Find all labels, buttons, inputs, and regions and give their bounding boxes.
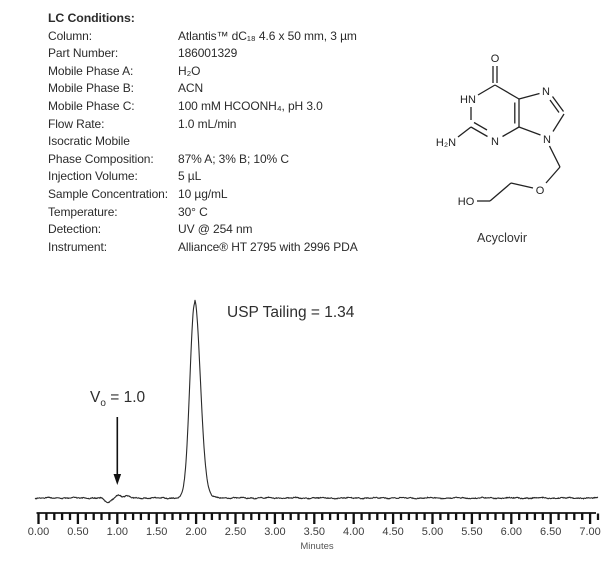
condition-label: Mobile Phase C: (48, 98, 135, 113)
x-tick-label: 3.50 (303, 526, 326, 538)
condition-row (48, 80, 413, 98)
hn-label: HN (460, 94, 476, 106)
x-tick-label: 7.00 (579, 526, 601, 538)
x-tick-label: 6.00 (500, 526, 523, 538)
void-volume-annotation (90, 389, 145, 409)
condition-label: Isocratic Mobile (48, 134, 130, 149)
condition-label: Sample Concentration: (48, 186, 168, 201)
condition-value: 30° C (178, 204, 208, 219)
condition-label: Instrument: (48, 239, 107, 254)
condition-value: UV @ 254 nm (178, 222, 253, 237)
condition-value: 186001329 (178, 46, 238, 61)
x-tick-label: 5.00 (421, 526, 444, 538)
condition-label: Mobile Phase A: (48, 63, 134, 78)
x-tick-label: 6.50 (539, 526, 562, 538)
x-tick-label: 4.50 (382, 526, 404, 538)
acyclovir-structure (403, 22, 603, 252)
x-tick-label: 0.00 (27, 526, 50, 538)
condition-value: 5 µL (178, 169, 202, 184)
lc-conditions-table (48, 28, 413, 257)
condition-value: Alliance® HT 2795 with 2996 PDA (178, 239, 358, 254)
void-volume-arrowhead (114, 474, 122, 485)
condition-row (48, 221, 413, 239)
x-tick-label: 2.50 (224, 526, 247, 538)
ether-o-label: O (535, 185, 545, 197)
n7-label: N (542, 86, 550, 98)
condition-row (48, 133, 413, 151)
carbonyl-o-label: O (490, 53, 500, 65)
condition-row (48, 116, 413, 134)
condition-row (48, 204, 413, 222)
x-tick-label: 3.00 (264, 526, 286, 538)
condition-label: Mobile Phase B: (48, 81, 134, 96)
structure-caption: Acyclovir (476, 231, 528, 245)
x-tick-label: 1.50 (145, 526, 168, 538)
condition-row (48, 151, 413, 169)
void-volume-subscript: o (100, 398, 106, 410)
condition-row (48, 239, 413, 257)
lc-conditions-title: LC Conditions: (48, 11, 135, 25)
void-volume-symbol: V (90, 389, 101, 406)
lc-conditions-section (48, 10, 413, 256)
condition-row (48, 63, 413, 81)
x-tick-label: 0.50 (67, 526, 89, 538)
ho-label: HO (457, 196, 475, 208)
x-tick-label: 2.00 (185, 526, 207, 538)
condition-value: Atlantis™ dC₁₈ 4.6 x 50 mm, 3 µm (178, 28, 357, 43)
condition-label: Detection: (48, 222, 102, 237)
condition-value (178, 133, 413, 151)
condition-row (48, 98, 413, 116)
condition-label: Injection Volume: (48, 169, 138, 184)
condition-label: Temperature: (48, 204, 118, 219)
condition-label: Part Number: (48, 46, 119, 61)
n9-label: N (543, 134, 551, 146)
x-tick-label: 5.50 (461, 526, 483, 538)
condition-label: Flow Rate: (48, 116, 105, 131)
usp-tailing-annotation: USP Tailing = 1.34 (227, 304, 355, 321)
condition-value: H₂O (178, 63, 201, 78)
condition-value: 100 mM HCOONH₄, pH 3.0 (178, 98, 323, 113)
condition-value: 87% A; 3% B; 10% C (178, 151, 289, 166)
condition-value: ACN (178, 81, 204, 96)
x-axis-label: Minutes (300, 541, 334, 552)
structure-drawing (403, 22, 603, 252)
condition-row (48, 186, 413, 204)
condition-label: Column: (48, 28, 92, 43)
condition-label: Phase Composition: (48, 151, 154, 166)
n3-label: N (491, 136, 499, 148)
condition-value: 10 µg/mL (178, 186, 228, 201)
condition-row (48, 168, 413, 186)
x-tick-label: 4.00 (342, 526, 365, 538)
void-volume-value: = 1.0 (105, 389, 146, 406)
x-axis-ticks (39, 514, 599, 525)
h2n-label: H₂N (435, 137, 457, 149)
condition-row (48, 28, 413, 46)
x-tick-label: 1.00 (106, 526, 129, 538)
condition-row (48, 45, 413, 63)
condition-value: 1.0 mL/min (178, 116, 237, 131)
